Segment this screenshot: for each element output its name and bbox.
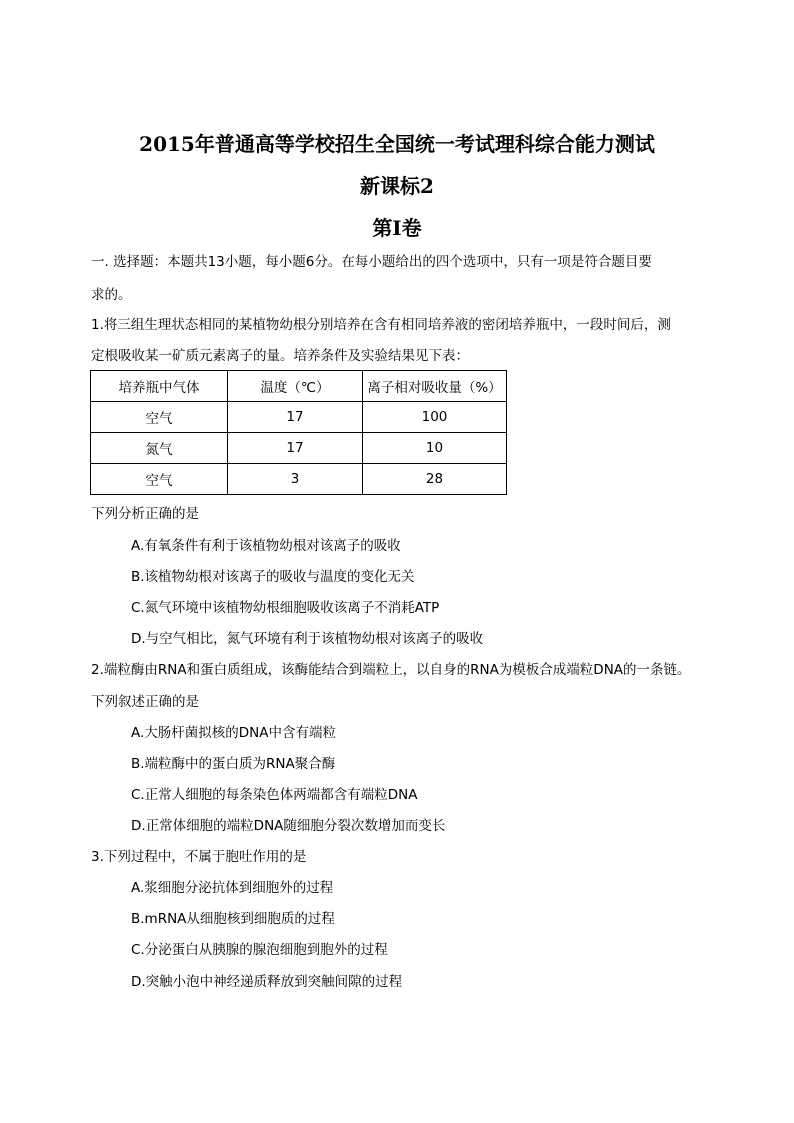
q1-results-table	[90, 370, 507, 495]
q2-stem-line1: 2.端粒酶由RNA和蛋白质组成，该酶能结合到端粒上，以自身的RNA为模板合成端粒DNA的一条链。	[91, 662, 691, 678]
q2-option-c: C.正常人细胞的每条染色体两端都含有端粒DNA	[131, 787, 418, 803]
table-header-row	[91, 371, 507, 402]
q2-option-b: B.端粒酶中的蛋白质为RNA聚合酶	[131, 756, 336, 772]
section-intro-line2: 求的。	[91, 287, 132, 303]
table-header-cell: 温度（℃）	[228, 371, 363, 402]
table-row	[91, 464, 507, 495]
table-row	[91, 433, 507, 464]
volume-heading: 第Ⅰ卷	[372, 216, 422, 240]
q3-option-a: A.浆细胞分泌抗体到细胞外的过程	[131, 880, 334, 896]
q2-option-a: A.大肠杆菌拟核的DNA中含有端粒	[131, 725, 337, 741]
table-cell: 空气	[91, 402, 228, 433]
q3-option-c: C.分泌蛋白从胰腺的腺泡细胞到胞外的过程	[131, 942, 388, 958]
table-cell: 28	[363, 464, 507, 495]
q3-stem-line1: 3.下列过程中，不属于胞吐作用的是	[91, 849, 307, 865]
table-cell: 空气	[91, 464, 228, 495]
table-cell: 17	[228, 402, 363, 433]
exam-title: 2015年普通高等学校招生全国统一考试理科综合能力测试	[139, 132, 655, 156]
q2-option-d: D.正常体细胞的端粒DNA随细胞分裂次数增加而变长	[131, 818, 446, 834]
table-header-cell: 培养瓶中气体	[91, 371, 228, 402]
exam-subtitle: 新课标2	[360, 174, 434, 198]
q1-option-a: A.有氧条件有利于该植物幼根对该离子的吸收	[131, 538, 401, 554]
q1-stem-line2: 定根吸收某一矿质元素离子的量。培养条件及实验结果见下表：	[91, 348, 469, 364]
q1-option-d: D.与空气相比，氮气环境有利于该植物幼根对该离子的吸收	[131, 631, 484, 647]
q3-option-b: B.mRNA从细胞核到细胞质的过程	[131, 911, 335, 927]
q3-option-d: D.突触小泡中神经递质释放到突触间隙的过程	[131, 974, 403, 990]
table-cell: 100	[363, 402, 507, 433]
q1-option-c: C.氮气环境中该植物幼根细胞吸收该离子不消耗ATP	[131, 600, 440, 616]
table-cell: 10	[363, 433, 507, 464]
table-cell: 3	[228, 464, 363, 495]
table-cell: 17	[228, 433, 363, 464]
table-header-cell: 离子相对吸收量（%）	[363, 371, 507, 402]
section-intro-line1: 一. 选择题：本题共13小题，每小题6分。在每小题给出的四个选项中，只有一项是符合题目要	[91, 254, 652, 270]
q1-option-b: B.该植物幼根对该离子的吸收与温度的变化无关	[131, 569, 415, 585]
q2-prompt: 下列叙述正确的是	[91, 694, 199, 710]
q1-stem-line1: 1.将三组生理状态相同的某植物幼根分别培养在含有相同培养液的密闭培养瓶中，一段时间后，测	[91, 317, 671, 333]
table-row	[91, 402, 507, 433]
table-cell: 氮气	[91, 433, 228, 464]
q1-prompt: 下列分析正确的是	[91, 506, 199, 522]
